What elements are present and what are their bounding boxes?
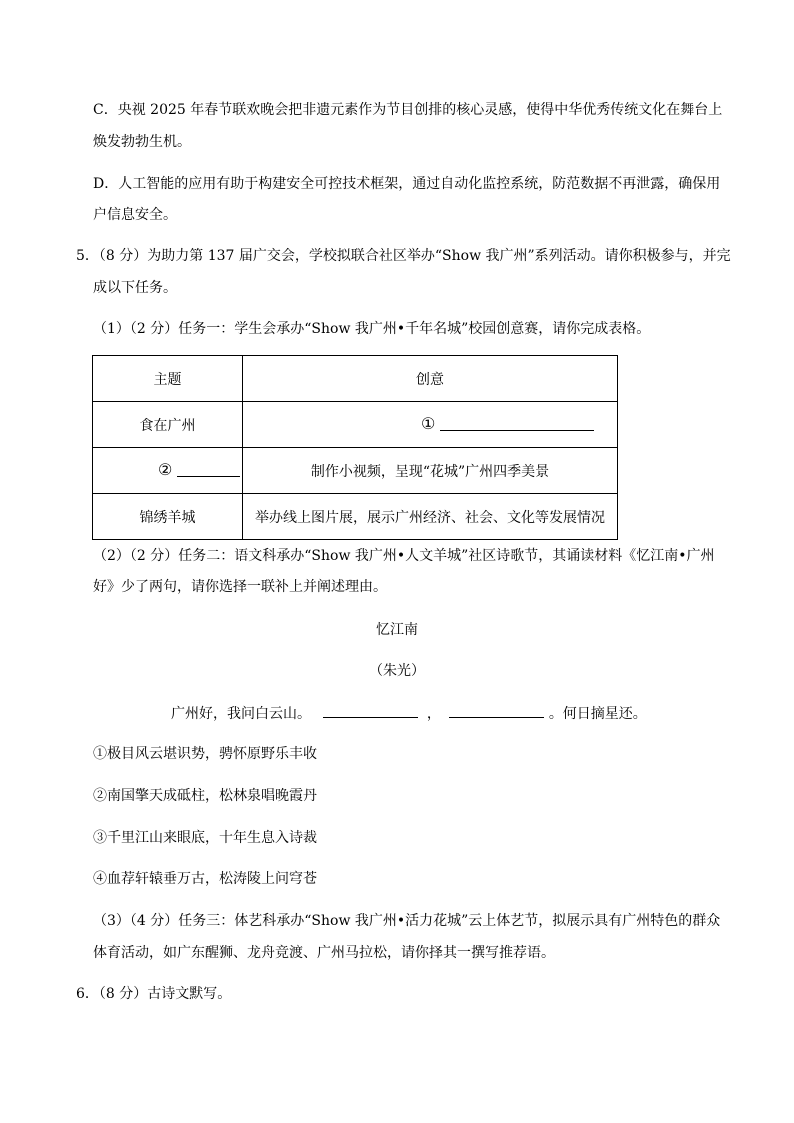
subquestion-2-line1: （2）（2 分）任务二：语文科承办“Show 我广州•人文羊城”社区诗歌节，其诵读材料《忆江南•广州	[93, 548, 715, 564]
question-6-line1: 6．（8 分）古诗文默写。	[76, 986, 232, 1002]
poem-comma: ，	[426, 706, 441, 722]
option-c-line1: C．央视 2025 年春节联欢晚会把非遗元素作为节目创排的核心灵感，使得中华优秀传统文化在舞台上	[93, 102, 723, 118]
table-cell-idea-blank[interactable]	[243, 402, 618, 448]
table-cell-theme: 食在广州	[93, 402, 243, 448]
poem-line-end: 。何日摘星还。	[548, 706, 647, 722]
answer-blank-2[interactable]	[177, 462, 240, 477]
table-cell-theme: 锦绣羊城	[93, 494, 243, 540]
poem-title: 忆江南	[376, 622, 418, 638]
choice-3: ③千里江山来眼底，十年生息入诗裁	[93, 830, 317, 846]
table-cell-idea: 举办线上图片展，展示广州经济、社会、文化等发展情况	[243, 494, 618, 540]
choice-2: ②南国擎天成砥柱，松林泉唱晚霞丹	[93, 788, 317, 804]
task-table	[92, 355, 618, 540]
subquestion-3-line2: 体育活动，如广东醒狮、龙舟竞渡、广州马拉松，请你择其一撰写推荐语。	[93, 945, 555, 961]
table-row	[93, 402, 618, 448]
question-5-line2: 成以下任务。	[93, 280, 177, 296]
poem-line	[171, 703, 647, 724]
choice-4: ④血荐轩辕垂万古，松涛陵上问穹苍	[93, 871, 317, 887]
option-d-line2: 户信息安全。	[93, 207, 177, 223]
poem-blank-2[interactable]	[449, 703, 544, 718]
choice-1: ①极目风云堪识势，骋怀原野乐丰收	[93, 746, 317, 762]
poem-blank-1[interactable]	[323, 703, 418, 718]
table-header-row	[93, 356, 618, 402]
subquestion-2-line2: 好》少了两句，请你选择一联补上并阐述理由。	[93, 579, 387, 595]
table-header-theme: 主题	[93, 356, 243, 402]
question-5-line1: 5．（8 分）为助力第 137 届广交会，学校拟联合社区举办“Show 我广州”系列活动。请你积极参与，并完	[76, 248, 731, 264]
blank-marker-2: ②	[158, 460, 173, 479]
poem-line-start: 广州好，我问白云山。	[171, 706, 311, 722]
table-row	[93, 448, 618, 494]
table-header-idea: 创意	[243, 356, 618, 402]
poem-author: （朱光）	[369, 663, 425, 679]
table-cell-idea: 制作小视频，呈现“花城”广州四季美景	[243, 448, 618, 494]
option-d-line1: D．人工智能的应用有助于构建安全可控技术框架，通过自动化监控系统，防范数据不再泄露，确保用	[93, 176, 721, 192]
option-c-line2: 焕发勃勃生机。	[93, 134, 191, 150]
subquestion-1: （1）（2 分）任务一：学生会承办“Show 我广州•千年名城”校园创意赛，请你完成表格。	[93, 321, 651, 337]
table-row	[93, 494, 618, 540]
blank-marker-1: ①	[421, 414, 436, 433]
subquestion-3-line1: （3）（4 分）任务三：体艺科承办“Show 我广州•活力花城”云上体艺节，拟展示具有广州特色的群众	[93, 913, 721, 929]
table-cell-theme-blank[interactable]	[93, 448, 243, 494]
answer-blank-1[interactable]	[440, 416, 594, 431]
